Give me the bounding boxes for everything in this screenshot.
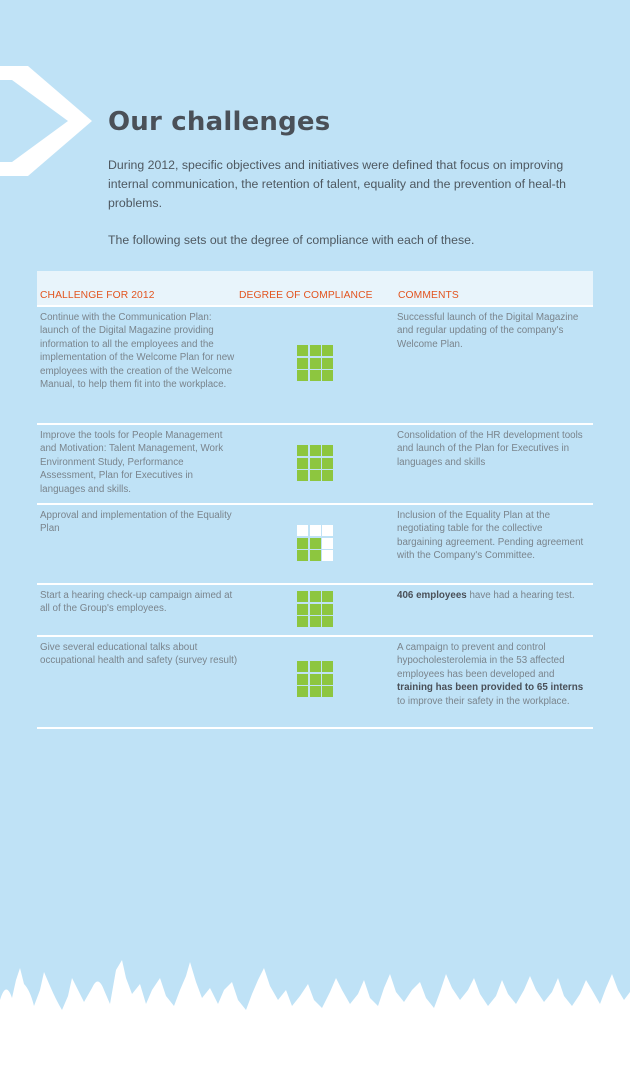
compliance-square — [322, 345, 333, 356]
header-compliance: DEGREE OF COMPLIANCE — [239, 290, 373, 301]
compliance-square — [322, 525, 333, 536]
comment-text: Consolidation of the HR development tools and launch of the Plan for Executives in languages and skills — [397, 430, 583, 468]
comment-text: have had a hearing test. — [466, 590, 575, 601]
page-title: Our challenges — [108, 107, 331, 137]
challenge-cell: Start a hearing check-up campaign aimed at all of the Group's employees. — [40, 590, 233, 615]
challenge-cell: Continue with the Communication Plan: launch of the Digital Magazine providing information to all the employees and the implementation of the Welcome Plan for new employees with the creation of the Welcome Manual, to help them fit into the workplace. — [40, 312, 235, 391]
comment-highlight: training has been provided to 65 interns — [397, 682, 584, 694]
compliance-square — [297, 470, 308, 481]
compliance-square — [297, 591, 308, 602]
compliance-square — [297, 458, 308, 469]
comment-cell — [397, 589, 587, 602]
compliance-square — [310, 370, 321, 381]
compliance-indicator — [297, 661, 333, 697]
chevron-decoration — [0, 66, 100, 176]
compliance-square — [297, 674, 308, 685]
compliance-square — [310, 525, 321, 536]
table-row — [37, 307, 593, 425]
challenge-cell: Approval and implementation of the Equality Plan — [40, 510, 232, 535]
compliance-square — [310, 591, 321, 602]
compliance-indicator — [297, 445, 333, 481]
compliance-square — [297, 686, 308, 697]
compliance-indicator — [297, 525, 333, 561]
compliance-square — [297, 525, 308, 536]
header-challenge: CHALLENGE FOR 2012 — [40, 290, 155, 301]
compliance-square — [297, 661, 308, 672]
comment-cell — [397, 429, 587, 469]
compliance-square — [297, 616, 308, 627]
compliance-square — [310, 470, 321, 481]
challenge-cell: Give several educational talks about occupational health and safety (survey result) — [40, 642, 238, 667]
table-header — [37, 271, 593, 307]
challenges-table — [37, 271, 593, 729]
comment-highlight: 406 employees — [397, 590, 467, 601]
compliance-square — [322, 458, 333, 469]
table-row — [37, 637, 593, 729]
compliance-indicator — [297, 591, 333, 627]
compliance-square — [310, 616, 321, 627]
comment-text: to improve their safety in the workplace. — [397, 695, 570, 707]
compliance-square — [310, 550, 321, 561]
table-row — [37, 425, 593, 505]
compliance-square — [297, 370, 308, 381]
compliance-square — [322, 591, 333, 602]
compliance-square — [310, 661, 321, 672]
header-comments: COMMENTS — [398, 290, 459, 301]
table-body — [37, 307, 593, 729]
compliance-square — [322, 661, 333, 672]
compliance-square — [322, 358, 333, 369]
comment-text: Inclusion of the Equality Plan at the negotiating table for the collective bargaining agreement. Pending agreement with the Company's Committee. — [397, 510, 584, 562]
comment-cell — [397, 641, 587, 708]
compliance-square — [310, 538, 321, 549]
compliance-square — [310, 445, 321, 456]
compliance-square — [310, 674, 321, 685]
compliance-square — [297, 538, 308, 549]
compliance-indicator — [297, 345, 333, 381]
table-row — [37, 505, 593, 585]
compliance-square — [297, 345, 308, 356]
compliance-square — [310, 458, 321, 469]
comment-cell — [397, 509, 587, 563]
compliance-square — [322, 604, 333, 615]
compliance-square — [322, 370, 333, 381]
comment-cell — [397, 311, 587, 351]
comment-text: Successful launch of the Digital Magazine and regular updating of the company's Welcome Plan. — [397, 312, 579, 350]
compliance-square — [297, 604, 308, 615]
compliance-square — [322, 674, 333, 685]
compliance-square — [322, 550, 333, 561]
compliance-square — [297, 550, 308, 561]
compliance-square — [297, 358, 308, 369]
compliance-square — [310, 604, 321, 615]
intro-paragraph: During 2012, specific objectives and initiatives were defined that focus on improving internal communication, the retention of talent, equality and the prevention of heal-th problems. — [108, 158, 567, 210]
compliance-square — [310, 345, 321, 356]
table-row — [37, 585, 593, 637]
intro-paragraph: The following sets out the degree of compliance with each of these. — [108, 233, 475, 247]
comment-text: A campaign to prevent and control hypocholesterolemia in the 53 affected employees has been developed and — [397, 642, 565, 680]
challenge-cell: Improve the tools for People Management and Motivation: Talent Management, Work Environment Study, Performance Assessment, Plan for Executives in languages and skills. — [40, 430, 224, 495]
compliance-square — [322, 470, 333, 481]
compliance-square — [322, 686, 333, 697]
compliance-square — [322, 616, 333, 627]
compliance-square — [322, 538, 333, 549]
compliance-square — [322, 445, 333, 456]
crowd-silhouette — [0, 960, 630, 1070]
compliance-square — [297, 445, 308, 456]
compliance-square — [310, 686, 321, 697]
compliance-square — [310, 358, 321, 369]
